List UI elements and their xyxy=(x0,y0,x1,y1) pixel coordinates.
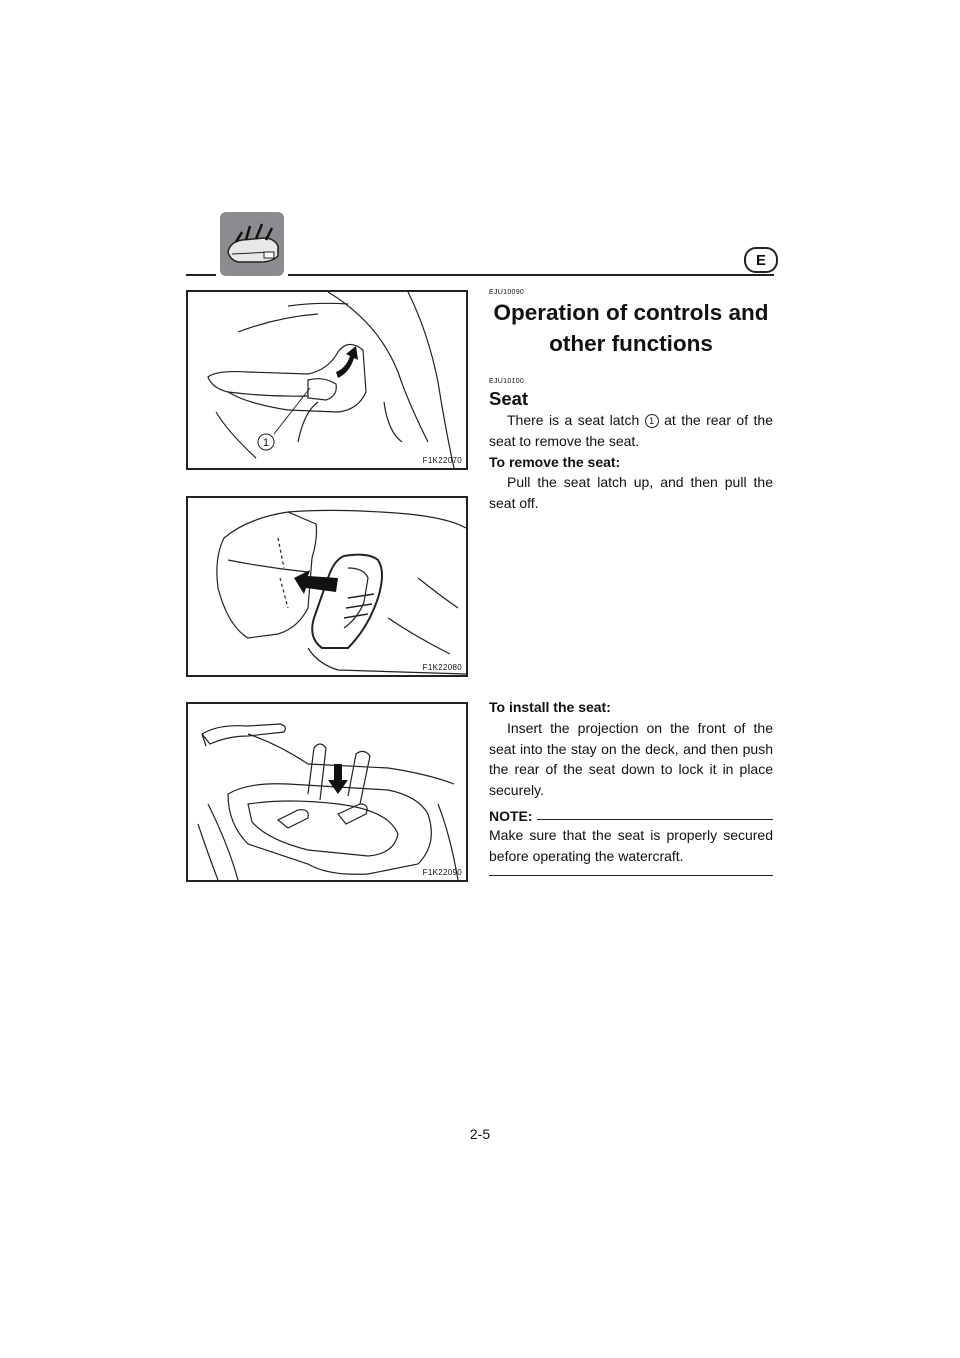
figure-seat-install xyxy=(186,702,468,882)
figure-code: F1K22070 xyxy=(422,456,462,465)
seat-install-illustration xyxy=(188,704,466,880)
seat-removal-illustration xyxy=(188,498,466,675)
remove-seat-text: Pull the seat latch up, and then pull the seat off. xyxy=(489,474,773,512)
figure-seat-removal xyxy=(186,496,468,677)
figure-seat-latch xyxy=(186,290,468,470)
language-badge: E xyxy=(744,247,778,273)
seat-latch-ref: 1 xyxy=(645,414,659,428)
section-code: EJU10090 xyxy=(489,289,525,296)
watercraft-chapter-icon xyxy=(220,212,284,276)
install-seat-heading: To install the seat: xyxy=(489,699,611,715)
remove-seat-heading: To remove the seat: xyxy=(489,453,621,470)
note-end-rule xyxy=(489,875,773,876)
figure-code: F1K22080 xyxy=(422,663,462,672)
page-number: 2-5 xyxy=(469,1126,491,1142)
section-title-line-2: other functions xyxy=(549,331,713,356)
note-label: NOTE: xyxy=(489,807,533,824)
header-rule-right xyxy=(288,274,774,276)
install-column xyxy=(489,697,773,876)
section-title-line-1: Operation of controls and xyxy=(493,300,769,325)
note-header xyxy=(489,807,773,825)
figure-code: F1K22090 xyxy=(422,868,462,877)
content-column xyxy=(489,289,773,514)
seat-latch-callout: 1 xyxy=(262,437,270,449)
note-text: Make sure that the seat is properly secured before operating the watercraft. xyxy=(489,826,773,864)
section-title xyxy=(489,297,773,359)
seat-intro-text: There is a seat latch 1 at the rear of the seat to remove the seat. xyxy=(489,412,774,449)
note-rule xyxy=(537,819,773,820)
subsection-code: EJU10100 xyxy=(489,378,525,385)
header-rule-left xyxy=(186,274,216,276)
seat-latch-illustration xyxy=(188,292,466,468)
install-seat-text: Insert the projection on the front of the seat into the stay on the deck, and then push the rear of the seat down to lock it in place securely. xyxy=(489,719,773,799)
subsection-title: Seat xyxy=(489,388,529,409)
